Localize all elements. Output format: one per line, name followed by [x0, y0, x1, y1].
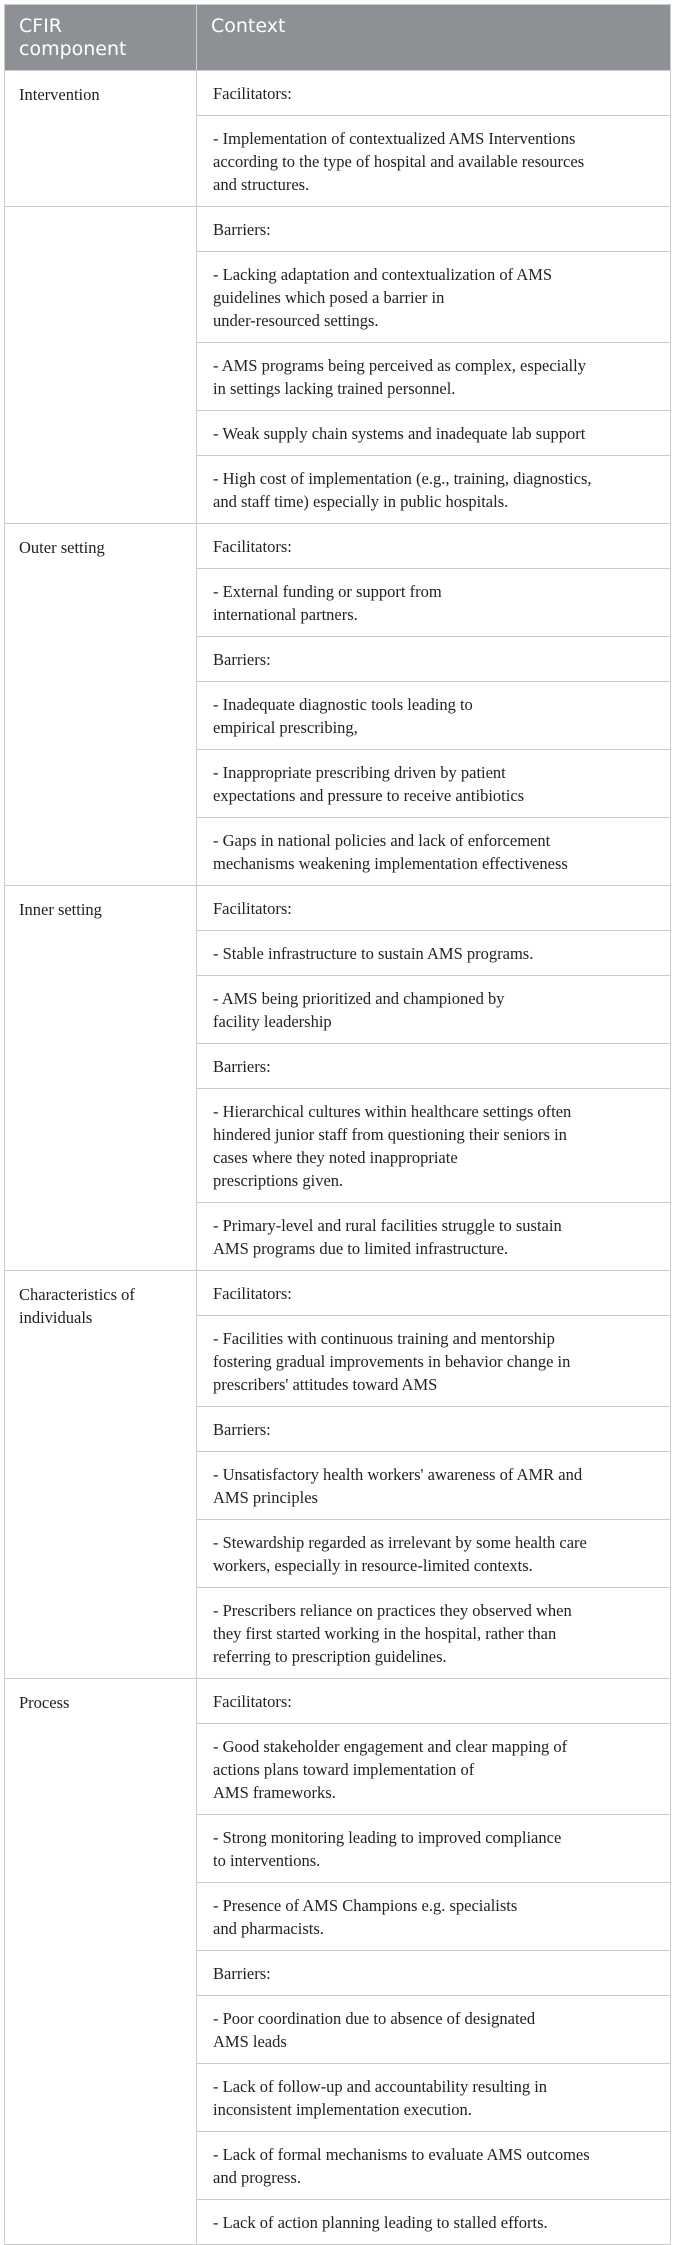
context-item: - AMS programs being perceived as complex, especially in settings lacking trained personnel. — [197, 343, 671, 411]
table-row — [5, 1271, 671, 1316]
context-item: - Lack of action planning leading to stalled efforts. — [197, 2200, 671, 2245]
cfir-component-cell: Characteristics of individuals — [5, 1271, 197, 1679]
cfir-component-cell — [5, 207, 197, 524]
table-row — [5, 886, 671, 931]
table-row — [5, 1679, 671, 1724]
context-item: - Primary-level and rural facilities struggle to sustain AMS programs due to limited infrastructure. — [197, 1203, 671, 1271]
cfir-component-cell: Intervention — [5, 71, 197, 207]
cfir-context-table — [4, 4, 671, 2245]
table-row — [5, 524, 671, 569]
header-context: Context — [197, 5, 671, 71]
context-item: - Lack of follow-up and accountability resulting in inconsistent implementation execution. — [197, 2064, 671, 2132]
context-item: - Lacking adaptation and contextualization of AMS guidelines which posed a barrier in under-resourced settings. — [197, 252, 671, 343]
context-subheading: Barriers: — [197, 1407, 671, 1452]
context-subheading: Facilitators: — [197, 524, 671, 569]
context-item: - AMS being prioritized and championed by facility leadership — [197, 976, 671, 1044]
context-item: - External funding or support from international partners. — [197, 569, 671, 637]
context-item: - Strong monitoring leading to improved compliance to interventions. — [197, 1815, 671, 1883]
context-item: - Weak supply chain systems and inadequate lab support — [197, 411, 671, 456]
table-row — [5, 207, 671, 252]
context-subheading: Facilitators: — [197, 71, 671, 116]
context-subheading: Barriers: — [197, 1951, 671, 1996]
header-cfir-component: CFIR component — [5, 5, 197, 71]
context-item: - Unsatisfactory health workers' awareness of AMR and AMS principles — [197, 1452, 671, 1520]
context-item: - High cost of implementation (e.g., training, diagnostics, and staff time) especially in public hospitals. — [197, 456, 671, 524]
context-item: - Hierarchical cultures within healthcare settings often hindered junior staff from questioning their seniors in cases where they noted inappropriate prescriptions given. — [197, 1089, 671, 1203]
cfir-component-cell: Process — [5, 1679, 197, 2245]
table-header-row — [5, 5, 671, 71]
context-item: - Stewardship regarded as irrelevant by some health care workers, especially in resource-limited contexts. — [197, 1520, 671, 1588]
context-subheading: Facilitators: — [197, 1271, 671, 1316]
table-row — [5, 71, 671, 116]
context-item: - Inadequate diagnostic tools leading to empirical prescribing, — [197, 682, 671, 750]
context-item: - Lack of formal mechanisms to evaluate AMS outcomes and progress. — [197, 2132, 671, 2200]
context-item: - Poor coordination due to absence of designated AMS leads — [197, 1996, 671, 2064]
context-item: - Inappropriate prescribing driven by patient expectations and pressure to receive antibiotics — [197, 750, 671, 818]
context-item: - Stable infrastructure to sustain AMS programs. — [197, 931, 671, 976]
context-item: - Prescribers reliance on practices they observed when they first started working in the hospital, rather than referring to prescription guidelines. — [197, 1588, 671, 1679]
cfir-component-cell: Inner setting — [5, 886, 197, 1271]
context-subheading: Facilitators: — [197, 1679, 671, 1724]
context-subheading: Barriers: — [197, 1044, 671, 1089]
context-subheading: Barriers: — [197, 637, 671, 682]
context-subheading: Facilitators: — [197, 886, 671, 931]
context-item: - Presence of AMS Champions e.g. specialists and pharmacists. — [197, 1883, 671, 1951]
context-subheading: Barriers: — [197, 207, 671, 252]
context-item: - Gaps in national policies and lack of enforcement mechanisms weakening implementation effectiveness — [197, 818, 671, 886]
table-body — [5, 71, 671, 2245]
context-item: - Facilities with continuous training and mentorship fostering gradual improvements in behavior change in prescribers' attitudes toward AMS — [197, 1316, 671, 1407]
context-item: - Good stakeholder engagement and clear mapping of actions plans toward implementation of AMS frameworks. — [197, 1724, 671, 1815]
context-item: - Implementation of contextualized AMS Interventions according to the type of hospital and available resources and structures. — [197, 116, 671, 207]
cfir-component-cell: Outer setting — [5, 524, 197, 886]
